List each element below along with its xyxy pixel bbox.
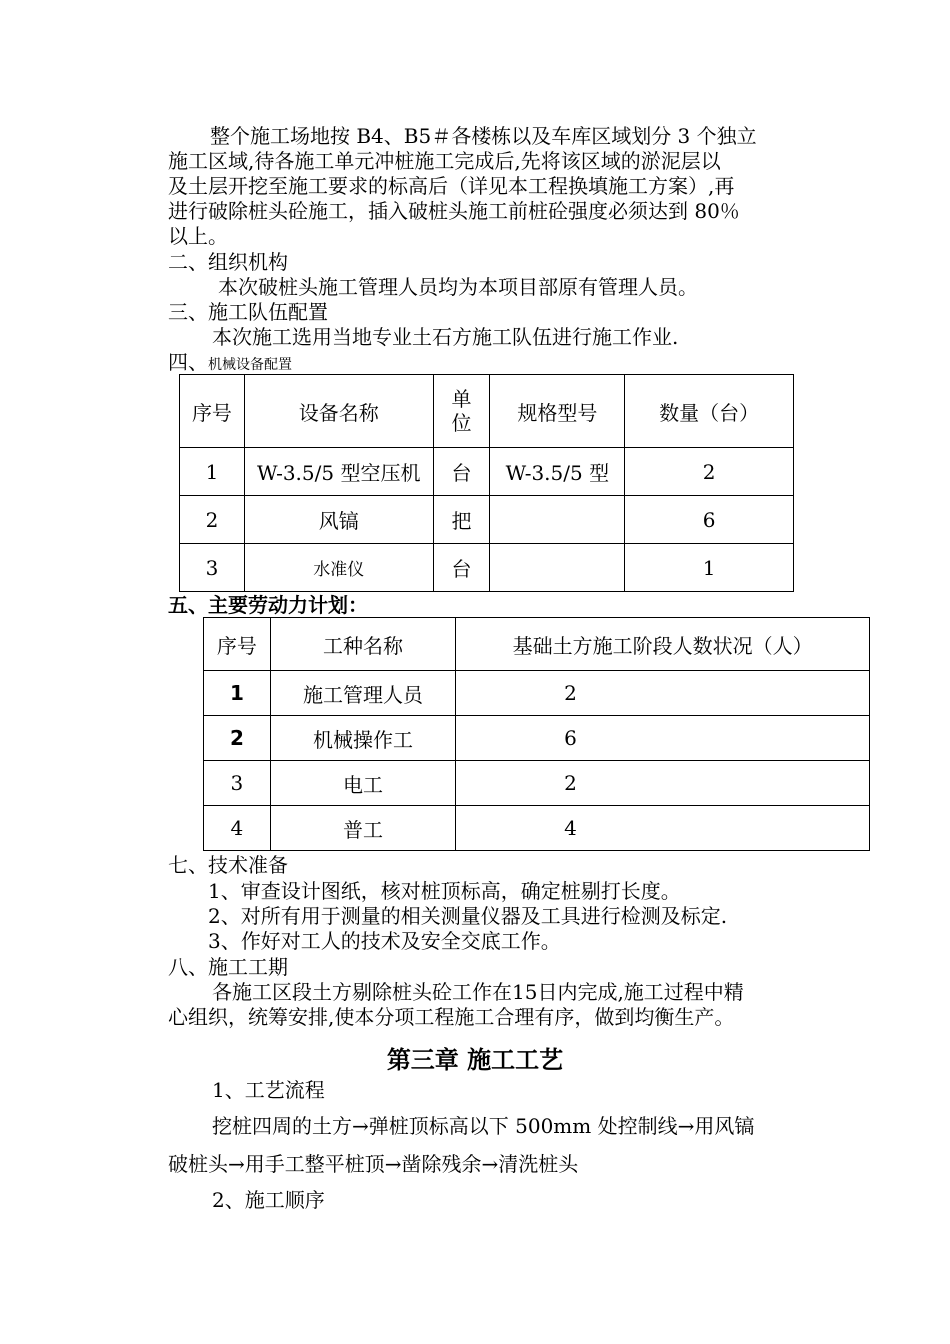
equipment-cell: 水准仪: [244, 544, 433, 592]
labor-cell: 2: [456, 671, 870, 716]
labor-cell: 2: [456, 761, 870, 806]
section-8-heading: 八、施工工期: [168, 955, 288, 979]
section-3-heading: 三、施工队伍配置: [168, 300, 328, 324]
equipment-cell: 3: [180, 544, 245, 592]
section-7-item-1: 1、审查设计图纸，核对桩顶标高，确定桩剔打长度。: [208, 879, 681, 903]
equipment-cell: 1: [625, 544, 794, 592]
labor-header-headcount: 基础土方施工阶段人数状况（人）: [456, 618, 870, 671]
labor-cell: 4: [204, 806, 271, 851]
table-row: [204, 671, 870, 716]
section-4-heading: [168, 350, 292, 377]
equipment-header-index: 序号: [180, 375, 245, 448]
section-8-line-2: 心组织，统筹安排,使本分项工程施工合理有序，做到均衡生产。: [168, 1005, 735, 1029]
labor-header-trade: 工种名称: [270, 618, 455, 671]
labor-cell: 施工管理人员: [270, 671, 455, 716]
intro-line-1: 整个施工场地按 B4、B5＃各楼栋以及车库区域划分 3 个独立: [210, 124, 757, 148]
intro-line-4: 进行破除桩头砼施工，插入破桩头施工前桩砼强度必须达到 80％: [168, 199, 740, 223]
chapter-3-flow-line-1: 挖桩四周的土方→弹桩顶标高以下 500mm 处控制线→用风镐: [212, 1114, 755, 1138]
chapter-3-sub-2: 2、施工顺序: [212, 1188, 325, 1212]
intro-line-3: 及土层开挖至施工要求的标高后（详见本工程换填施工方案）,再: [168, 174, 735, 198]
equipment-cell: [490, 496, 625, 544]
labor-table-header-row: [204, 618, 870, 671]
equipment-header-model: 规格型号: [490, 375, 625, 448]
equipment-header-name: 设备名称: [244, 375, 433, 448]
equipment-cell: 1: [180, 448, 245, 496]
equipment-header-unit: 单 位: [433, 375, 490, 448]
equipment-cell: 2: [180, 496, 245, 544]
table-row: [180, 448, 794, 496]
equipment-cell: 2: [625, 448, 794, 496]
section-7-heading: 七、技术准备: [168, 853, 288, 877]
section-4-heading-label: 机械设备配置: [208, 357, 292, 373]
table-row: [180, 496, 794, 544]
intro-line-2: 施工区域,待各施工单元冲桩施工完成后,先将该区域的淤泥层以: [168, 149, 721, 173]
equipment-cell: W-3.5/5 型: [490, 448, 625, 496]
labor-cell: 3: [204, 761, 271, 806]
equipment-cell: 6: [625, 496, 794, 544]
intro-line-5: 以上。: [168, 224, 228, 248]
section-7-item-2: 2、对所有用于测量的相关测量仪器及工具进行检测及标定.: [208, 904, 728, 928]
table-row: [204, 806, 870, 851]
chapter-3-flow-line-2: 破桩头→用手工整平桩顶→凿除残余→清洗桩头: [168, 1152, 579, 1176]
equipment-cell: [490, 544, 625, 592]
labor-cell: 6: [456, 716, 870, 761]
labor-cell: 2: [204, 716, 271, 761]
labor-header-index: 序号: [204, 618, 271, 671]
section-7-item-3: 3、作好对工人的技术及安全交底工作。: [208, 929, 561, 953]
labor-cell: 4: [456, 806, 870, 851]
chapter-3-sub-1: 1、工艺流程: [212, 1078, 325, 1102]
section-2-body: 本次破桩头施工管理人员均为本项目部原有管理人员。: [218, 275, 698, 299]
equipment-cell: 把: [433, 496, 490, 544]
labor-cell: 电工: [270, 761, 455, 806]
equipment-cell: 台: [433, 544, 490, 592]
section-3-body: 本次施工选用当地专业土石方施工队伍进行施工作业.: [212, 325, 679, 349]
section-5-heading: 五、主要劳动力计划：: [168, 593, 368, 617]
table-row: [204, 716, 870, 761]
section-4-heading-prefix: 四、: [168, 350, 208, 374]
equipment-header-quantity: 数量（台）: [625, 375, 794, 448]
equipment-cell: 风镐: [244, 496, 433, 544]
labor-cell: 机械操作工: [270, 716, 455, 761]
table-row: [180, 544, 794, 592]
labor-cell: 普工: [270, 806, 455, 851]
equipment-table: [179, 374, 794, 592]
table-row: [204, 761, 870, 806]
labor-cell: 1: [204, 671, 271, 716]
section-2-heading: 二、组织机构: [168, 250, 288, 274]
equipment-cell: 台: [433, 448, 490, 496]
equipment-cell: W-3.5/5 型空压机: [244, 448, 433, 496]
section-8-line-1: 各施工区段土方剔除桩头砼工作在15日内完成,施工过程中精: [212, 980, 744, 1004]
chapter-title: 第三章 施工工艺: [386, 1046, 564, 1074]
equipment-table-header-row: [180, 375, 794, 448]
labor-table: [203, 617, 870, 851]
